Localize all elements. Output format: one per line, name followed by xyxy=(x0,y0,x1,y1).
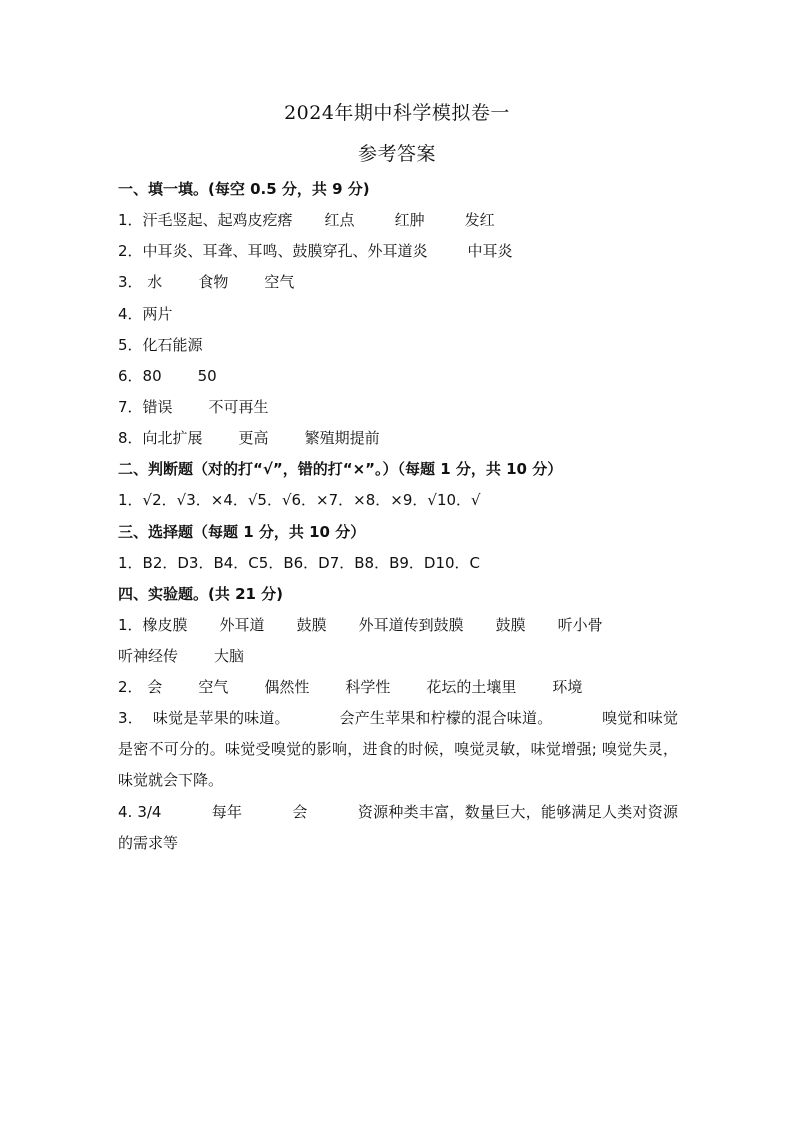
answer-text: 食物 xyxy=(198,273,229,291)
answer-text: 6．80 xyxy=(118,367,162,385)
answer-text: 花坛的土壤里 xyxy=(426,678,517,696)
answer-text: 不可再生 xyxy=(208,398,269,416)
answer-text: 听神经传 xyxy=(118,647,179,665)
answer-text: 鼓膜 xyxy=(296,616,327,634)
answer-text: 4．两片 xyxy=(118,305,173,323)
answer-text: 1．橡皮膜 xyxy=(118,616,188,634)
s1-answer-6 xyxy=(118,365,217,387)
answer-text: 红肿 xyxy=(394,211,425,229)
answer-text: 偶然性 xyxy=(264,678,310,696)
s4-answer-3: 3． 味觉是苹果的味道。 会产生苹果和柠檬的混合味道。 嗅觉和味觉是密不可分的。味觉受嗅觉的影响，进食的时候，嗅觉灵敏，味觉增强; 嗅觉失灵，味觉就会下降。 xyxy=(118,709,678,789)
page-subtitle: 参考答案 xyxy=(357,143,436,165)
s4-answer-1-line-2 xyxy=(118,645,244,667)
s4-answer-4: 4. 3/4 每年 会 资源种类丰富，数量巨大，能够满足人类对资源的需求等 xyxy=(118,803,678,852)
answer-text: 繁殖期提前 xyxy=(304,429,380,447)
s1-answer-1 xyxy=(118,209,495,231)
section-2-heading: 二、判断题（对的打“√”，错的打“×”。）（每题 1 分，共 10 分） xyxy=(118,460,563,478)
answer-text: 听小骨 xyxy=(557,616,603,634)
answer-text: 外耳道传到鼓膜 xyxy=(358,616,464,634)
s1-answer-8 xyxy=(118,427,380,449)
s1-answer-2 xyxy=(118,240,513,262)
answer-text: 更高 xyxy=(238,429,269,447)
answer-text: 发红 xyxy=(464,211,495,229)
answer-text: 3． 水 xyxy=(118,273,163,291)
answer-text: 50 xyxy=(197,367,217,385)
answer-text: 科学性 xyxy=(345,678,391,696)
answer-text: 空气 xyxy=(264,273,295,291)
answer-text: 中耳炎 xyxy=(467,242,513,260)
answer-text: 外耳道 xyxy=(219,616,265,634)
answer-text: 8．向北扩展 xyxy=(118,429,203,447)
section-3-heading: 三、选择题（每题 1 分，共 10 分） xyxy=(118,523,366,541)
s1-answer-7 xyxy=(118,396,269,418)
answer-text: 鼓膜 xyxy=(495,616,526,634)
answer-text: 空气 xyxy=(198,678,229,696)
s2-answers: 1．√2．√3．×4．√5．√6．×7．×8．×9．√10．√ xyxy=(118,491,481,509)
s3-answers: 1．B2．D3．B4．C5．B6．D7．B8．B9．D10．C xyxy=(118,554,481,572)
answer-text: 2．中耳炎、耳聋、耳鸣、鼓膜穿孔、外耳道炎 xyxy=(118,242,428,260)
answer-text: 5．化石能源 xyxy=(118,336,203,354)
s4-answer-2 xyxy=(118,676,582,698)
s1-answer-5 xyxy=(118,334,203,356)
s1-answer-3 xyxy=(118,271,294,293)
section-1-heading: 一、填一填。(每空 0.5 分，共 9 分) xyxy=(118,180,370,198)
s4-answer-1-line-1 xyxy=(118,614,603,636)
s1-answer-4 xyxy=(118,303,173,325)
answer-text: 7．错误 xyxy=(118,398,173,416)
page-title: 2024年期中科学模拟卷一 xyxy=(284,102,510,124)
answer-text: 环境 xyxy=(552,678,583,696)
answer-text: 红点 xyxy=(324,211,355,229)
answer-text: 大脑 xyxy=(214,647,245,665)
answer-text: 1．汗毛竖起、起鸡皮疙瘩 xyxy=(118,211,293,229)
answer-text: 2． 会 xyxy=(118,678,163,696)
section-4-heading: 四、实验题。(共 21 分) xyxy=(118,585,284,603)
